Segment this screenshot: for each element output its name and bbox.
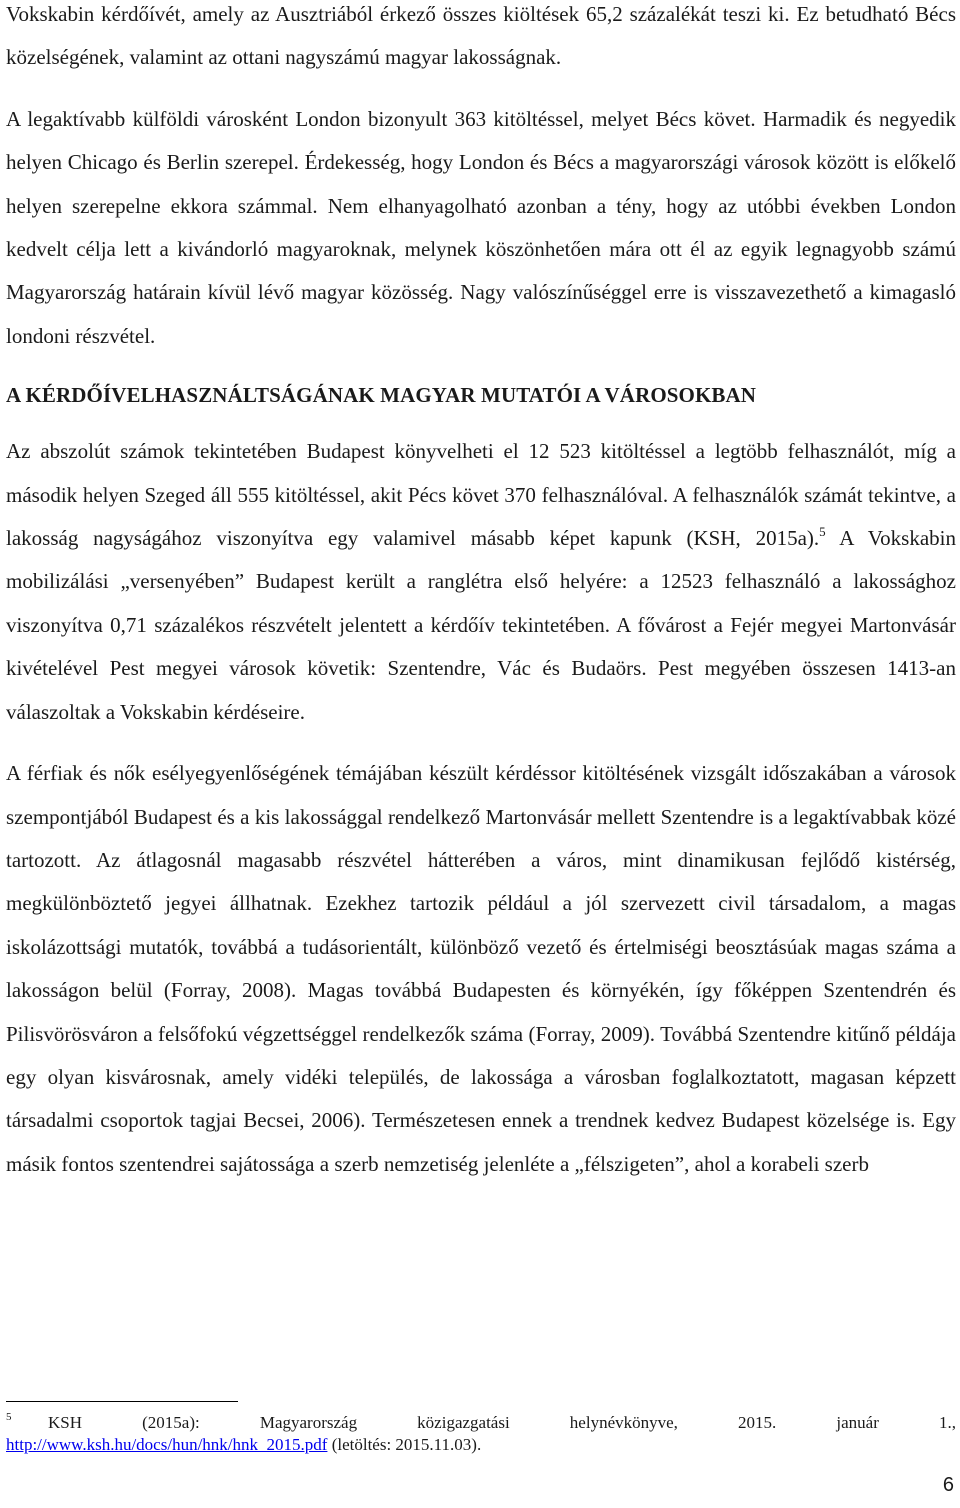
footnote-accessed: (letöltés: 2015.11.03). <box>327 1435 482 1454</box>
footnote-reference[interactable]: 5 <box>819 524 826 540</box>
footnote <box>6 1412 956 1456</box>
paragraph-city-usage-part1: Az abszolút számok tekintetében Budapest könyvelheti el 12 523 kitöltéssel a legtöbb felhasználót, míg a második helyen Szeged áll 555 kitöltéssel, akit Pécs követ 370 felhasználóval. A felhasználók számát tekintve, a lakosság nagyságához viszonyítva egy valamivel másabb képet kapunk (KSH, 2015a). <box>6 439 956 551</box>
paragraph-equality-survey: A férfiak és nők esélyegyenlőségének témájában készült kérdéssor kitöltésének vizsgált időszakában a városok szempontjából Budapest és a kis lakossággal rendelkező Martonvásár mellett Szentendre is a legaktívabbak közé tartozott. Az átlagosnál magasabb részvétel hátterében a város, mint dinamikusan fejlődő kistérség, megkülönböztető jegyei állhatnak. Ezekhez tartozik például a jól szervezett civil társadalom, a magas iskolázottsági mutatók, továbbá a tudásorientált, különböző vezető és értelmiségi beosztásúak magas száma a lakosságon belül (Forray, 2008). Magas továbbá Budapesten és környékén, így főképpen Szentendrén és Pilisvörösváron a felsőfokú végzettséggel rendelkezők száma (Forray, 2009). Továbbá Szentendre kitűnő példája egy olyan kisvárosnak, amely vidéki település, de lakossága a városban foglalkoztatott, magasan képzett társadalmi csoportok tagjai Becsei, 2006). Természetesen ennek a trendnek kedvez Budapest közelsége is. Egy másik fontos szentendrei sajátossága a szerb nemzetiség jelenléte a „félszigeten”, ahol a korabeli szerb <box>6 761 956 1176</box>
paragraph-city-usage <box>6 430 956 734</box>
paragraph-vienna-share: Vokskabin kérdőívét, amely az Ausztriából érkező összes kiöltések 65,2 százalékát teszi ki. Ez betudható Bécs közelségének, valamint az ottani nagyszámú magyar lakosságnak. <box>6 2 956 70</box>
footnote-line2 <box>6 1435 481 1454</box>
paragraph-foreign-cities: A legaktívabb külföldi városként London bizonyult 363 kitöltéssel, melyet Bécs követ. Harmadik és negyedik helyen Chicago és Berlin szerepel. Érdekesség, hogy London és Bécs a magyarországi városok között is előkelő helyen szerepelne ekkora számmal. Nem elhanyagolható azonban a tény, hogy az utóbbi években London kedvelt célja lett a kivándorló magyaroknak, melynek köszönhetően mára ott él az egyik legnagyobb számú Magyarország határain kívül lévő magyar közösség. Nagy valószínűséggel erre is visszavezethető a kimagasló londoni részvétel. <box>6 106 956 348</box>
section-heading: A KÉRDŐÍVELHASZNÁLTSÁGÁNAK MAGYAR MUTATÓI A VÁROSOKBAN <box>6 383 757 408</box>
document-page <box>6 0 956 1186</box>
paragraph-city-usage-part2: A Vokskabin mobilizálási „versenyében” Budapest került a ranglétra első helyére: a 12523 felhasználó a lakossághoz viszonyítva 0,71 százalékos részvételt jelentett a kérdőív tekintetében. A fővárost a Fejér megyei Martonvásár kivételével Pest megyei városok követik: Szentendre, Vác és Budaörs. Pest megyében összesen 1413-an válaszoltak a Vokskabin kérdéseire. <box>6 526 956 724</box>
footnote-text: KSH (2015a): Magyarország közigazgatási helynévkönyve, 2015. január 1., <box>48 1413 956 1432</box>
footnote-link[interactable]: http://www.ksh.hu/docs/hun/hnk/hnk_2015.pdf <box>6 1435 328 1454</box>
page-number: 6 <box>942 1474 954 1496</box>
footnote-line1: 5 KSH (2015a): Magyarország közigazgatási helynévkönyve, 2015. január 1., <box>6 1411 956 1432</box>
footnote-separator <box>6 1401 238 1402</box>
